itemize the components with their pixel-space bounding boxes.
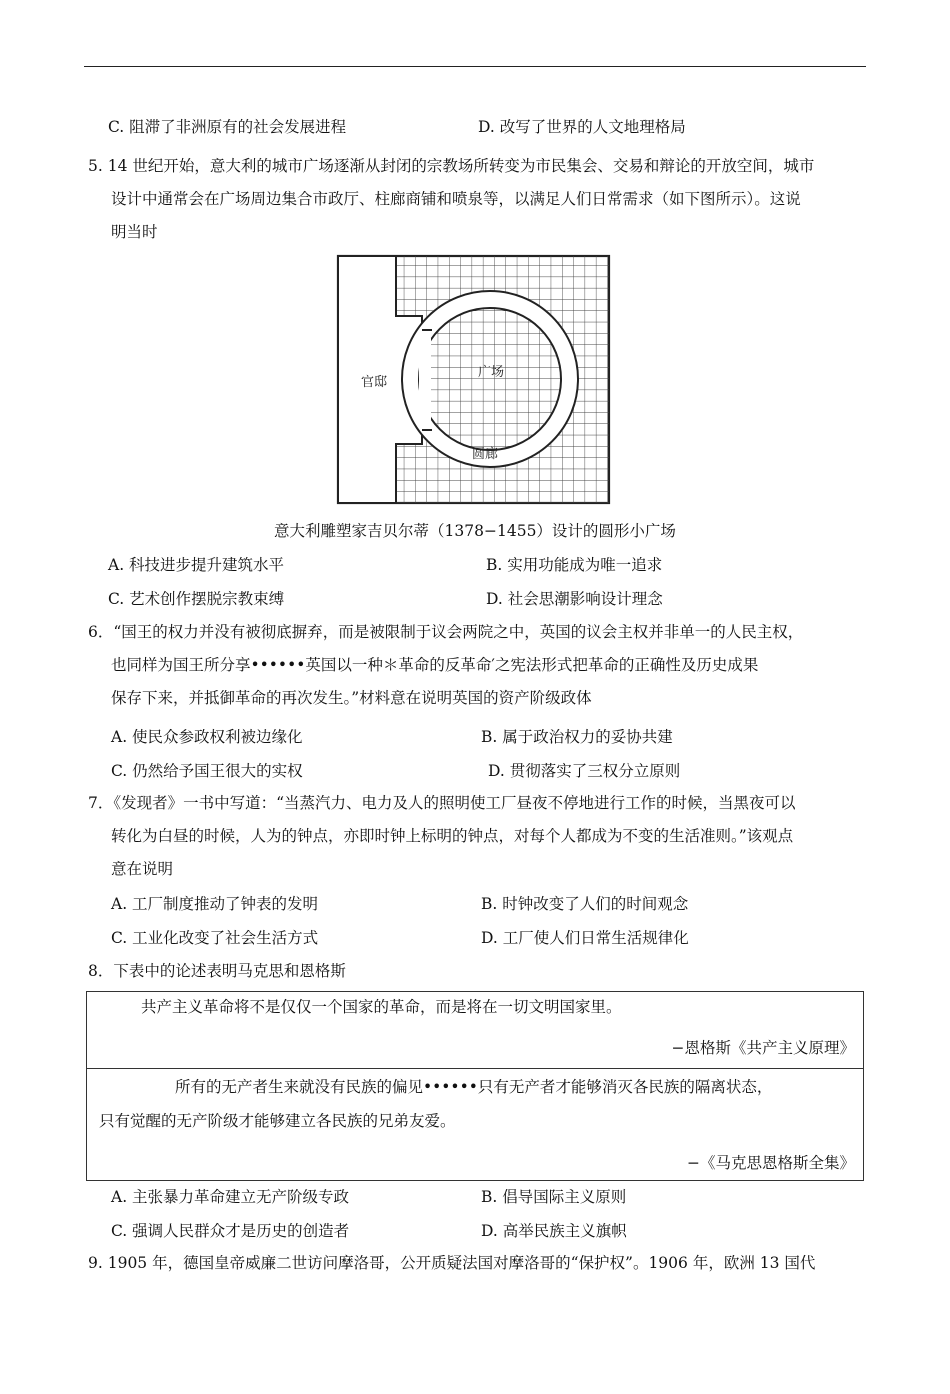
- q8-option-a[interactable]: A. 主张暴力革命建立无产阶级专政: [111, 1188, 350, 1206]
- label-square: 广场: [478, 365, 505, 380]
- quote-marx-source: −《马克思恩格斯全集》: [687, 1154, 855, 1172]
- q8-option-c[interactable]: C. 强调人民群众才是历史的创造者: [111, 1222, 350, 1240]
- q5-option-d[interactable]: D. 社会思潮影响设计理念: [486, 590, 663, 608]
- q5-stem-line3: 明当时: [111, 223, 158, 241]
- q6-stem-line2: 也同样为国王所分享••••••英国以一种＊革命的反革命′之宪法形式把革命的正确性及历史成果: [111, 656, 759, 674]
- figure-caption: 意大利雕塑家吉贝尔蒂（1378−1455）设计的圆形小广场: [274, 522, 676, 540]
- q4-option-c[interactable]: C. 阻滞了非洲原有的社会发展进程: [108, 118, 347, 136]
- q7-option-d[interactable]: D. 工厂使人们日常生活规律化: [481, 929, 689, 947]
- quote-engels-source: −恩格斯《共产主义原理》: [671, 1039, 855, 1057]
- q6-option-b[interactable]: B. 属于政治权力的妥协共建: [481, 728, 673, 746]
- quote-table: [86, 991, 864, 1181]
- quote-engels-text: 共产主义革命将不是仅仅一个国家的革命，而是将在一切文明国家里。: [141, 998, 622, 1016]
- quote-marx-text-line2: 只有觉醒的无产阶级才能够建立各民族的兄弟友爱。: [99, 1112, 456, 1130]
- quote-row-marx-engels: [87, 1069, 863, 1181]
- label-colonnade: 圆廊: [472, 447, 499, 462]
- quote-row-engels: [87, 992, 863, 1069]
- q7-option-c[interactable]: C. 工业化改变了社会生活方式: [111, 929, 319, 947]
- q7-option-a[interactable]: A. 工厂制度推动了钟表的发明: [111, 895, 319, 913]
- q7-stem-line2: 转化为白昼的时候，人为的钟点，亦即时钟上标明的钟点，对每个人都成为不变的生活准则。”该观点: [111, 827, 794, 845]
- piazza-figure: [336, 254, 612, 506]
- header-rule: [84, 66, 866, 67]
- q6-option-d[interactable]: D. 贯彻落实了三权分立原则: [488, 762, 681, 780]
- q6-stem-line3: 保存下来，并抵御革命的再次发生。”材料意在说明英国的资产阶级政体: [111, 689, 592, 707]
- q8-option-d[interactable]: D. 高举民族主义旗帜: [481, 1222, 627, 1240]
- label-guandi: 官邸: [361, 375, 388, 390]
- q5-stem-line2: 设计中通常会在广场周边集合市政厅、柱廊商铺和喷泉等，以满足人们日常需求（如下图所示）。这说: [111, 190, 801, 208]
- q8-option-b[interactable]: B. 倡导国际主义原则: [481, 1188, 627, 1206]
- quote-marx-text-line1: 所有的无产者生来就没有民族的偏见••••••只有无产者才能够消灭各民族的隔离状态，: [175, 1078, 773, 1096]
- q7-stem-line3: 意在说明: [111, 860, 174, 878]
- q9-stem-line1: 9. 1905 年，德国皇帝威廉二世访问摩洛哥，公开质疑法国对摩洛哥的“保护权”。1906 年，欧洲 13 国代: [88, 1254, 816, 1272]
- q7-stem-line1: 7．《发现者》一书中写道：“当蒸汽力、电力及人的照明使工厂昼夜不停地进行工作的时候，当黑夜可以: [88, 794, 796, 812]
- q6-option-c[interactable]: C. 仍然给予国王很大的实权: [111, 762, 303, 780]
- q4-option-d[interactable]: D. 改写了世界的人文地理格局: [478, 118, 686, 136]
- q6-stem-line1: 6．“国王的权力并没有被彻底摒弃，而是被限制于议会两院之中，英国的议会主权并非单一的人民主权，: [88, 623, 804, 641]
- q7-option-b[interactable]: B. 时钟改变了人们的时间观念: [481, 895, 689, 913]
- q5-option-a[interactable]: A. 科技进步提升建筑水平: [108, 556, 285, 574]
- q5-option-b[interactable]: B. 实用功能成为唯一追求: [486, 556, 663, 574]
- q8-stem-line1: 8．下表中的论述表明马克思和恩格斯: [88, 962, 346, 980]
- q6-option-a[interactable]: A. 使民众参政权利被边缘化: [111, 728, 303, 746]
- q5-option-c[interactable]: C. 艺术创作摆脱宗教束缚: [108, 590, 285, 608]
- q5-stem-line1: 5. 14 世纪开始，意大利的城市广场逐渐从封闭的宗教场所转变为市民集会、交易和辩论的开放空间，城市: [88, 157, 815, 175]
